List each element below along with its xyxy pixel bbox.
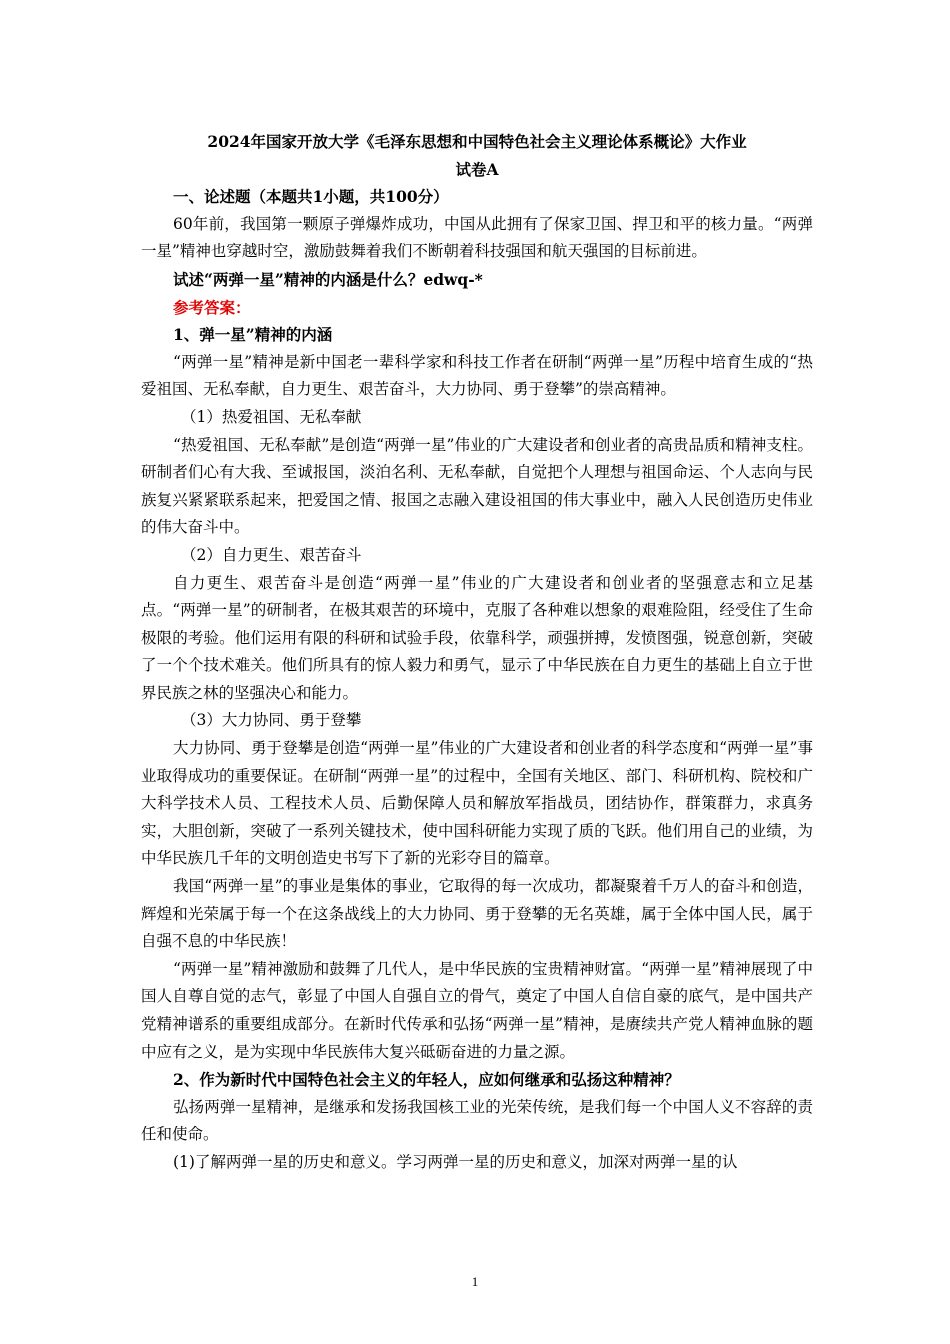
intro-paragraph: 60年前，我国第一颗原子弹爆炸成功，中国从此拥有了保家卫国、捍卫和平的核力量。“两弹一星”精神也穿越时空，激励鼓舞着我们不断朝着科技强国和航天强国的目标前进。 xyxy=(141,214,813,261)
answer-label: 参考答案： xyxy=(173,297,251,317)
page-number: 1 xyxy=(471,1274,479,1289)
document-body xyxy=(141,128,813,1177)
section-heading: 一、论述题（本题共1小题，共100分） xyxy=(173,187,449,207)
part1-heading: 1、弹一星”精神的内涵 xyxy=(173,325,333,345)
document-title: 2024年国家开放大学《毛泽东思想和中国特色社会主义理论体系概论》大作业 xyxy=(207,132,747,151)
part1-paragraph: “两弹一星”精神是新中国老一辈科学家和科技工作者在研制“两弹一星”历程中培育生成的“热爱祖国、无私奉献，自力更生、艰苦奋斗，大力协同、勇于登攀”的崇高精神。 xyxy=(141,352,813,399)
collective-paragraph: 我国“两弹一星”的事业是集体的事业，它取得的每一次成功，都凝聚着千万人的奋斗和创造，辉煌和光荣属于每一个在这条战线上的大力协同、勇于登攀的无名英雄，属于全体中国人民，属于自强不息的中华民族！ xyxy=(141,877,813,951)
part2-item-1: (1)了解两弹一星的历史和意义。学习两弹一星的历史和意义，加深对两弹一星的认 xyxy=(173,1152,738,1171)
subsection-text-2: 自力更生、艰苦奋斗是创造“两弹一星”伟业的广大建设者和创业者的坚强意志和立足基点。“两弹一星”的研制者，在极其艰苦的环境中，克服了各种难以想象的艰难险阻，经受住了生命极限的考验。他们运用有限的科研和试验手段，依靠科学，顽强拼搏，发愤图强，锐意创新，突破了一个个技术难关。他们所具有的惊人毅力和勇气，显示了中华民族在自力更生的基础上自立于世界民族之林的坚强决心和能力。 xyxy=(141,573,813,702)
subsection-text-3: 大力协同、勇于登攀是创造“两弹一星”伟业的广大建设者和创业者的科学态度和“两弹一星”事业取得成功的重要保证。在研制“两弹一星”的过程中，全国有关地区、部门、科研机构、院校和广大科学技术人员、工程技术人员、后勤保障人员和解放军指战员，团结协作，群策群力，求真务实，大胆创新，突破了一系列关键技术，使中国科研能力实现了质的飞跃。他们用自己的业绩，为中华民族几千年的文明创造史书写下了新的光彩夺目的篇章。 xyxy=(141,739,813,868)
part2-heading: 2、作为新时代中国特色社会主义的年轻人，应如何继承和弘扬这种精神？ xyxy=(173,1070,680,1090)
exam-version: 试卷A xyxy=(455,159,499,179)
subsection-title-1: （1）热爱祖国、无私奉献 xyxy=(181,407,362,426)
wealth-paragraph: “两弹一星”精神激励和鼓舞了几代人，是中华民族的宝贵精神财富。“两弹一星”精神展现了中国人自尊自觉的志气，彰显了中国人自强自立的骨气，奠定了中国人自信自豪的底气，是中国共产党精神谱系的重要组成部分。在新时代传承和弘扬“两弹一星”精神，是赓续共产党人精神血脉的题中应有之义，是为实现中华民族伟大复兴砥砺奋进的力量之源。 xyxy=(141,959,813,1061)
subsection-title-3: （3）大力协同、勇于登攀 xyxy=(181,711,362,730)
question-text: 试述“两弹一星”精神的内涵是什么？edwq-* xyxy=(173,269,483,289)
part2-paragraph: 弘扬两弹一星精神，是继承和发扬我国核工业的光荣传统，是我们每一个中国人义不容辞的责任和使命。 xyxy=(141,1097,813,1144)
subsection-title-2: （2）自力更生、艰苦奋斗 xyxy=(181,545,362,564)
subsection-text-1: “热爱祖国、无私奉献”是创造“两弹一星”伟业的广大建设者和创业者的高贵品质和精神支柱。研制者们心有大我、至诚报国，淡泊名利、无私奉献，自觉把个人理想与祖国命运、个人志向与民族复兴紧紧联系起来，把爱国之情、报国之志融入建设祖国的伟大事业中，融入人民创造历史伟业的伟大奋斗中。 xyxy=(141,435,813,537)
